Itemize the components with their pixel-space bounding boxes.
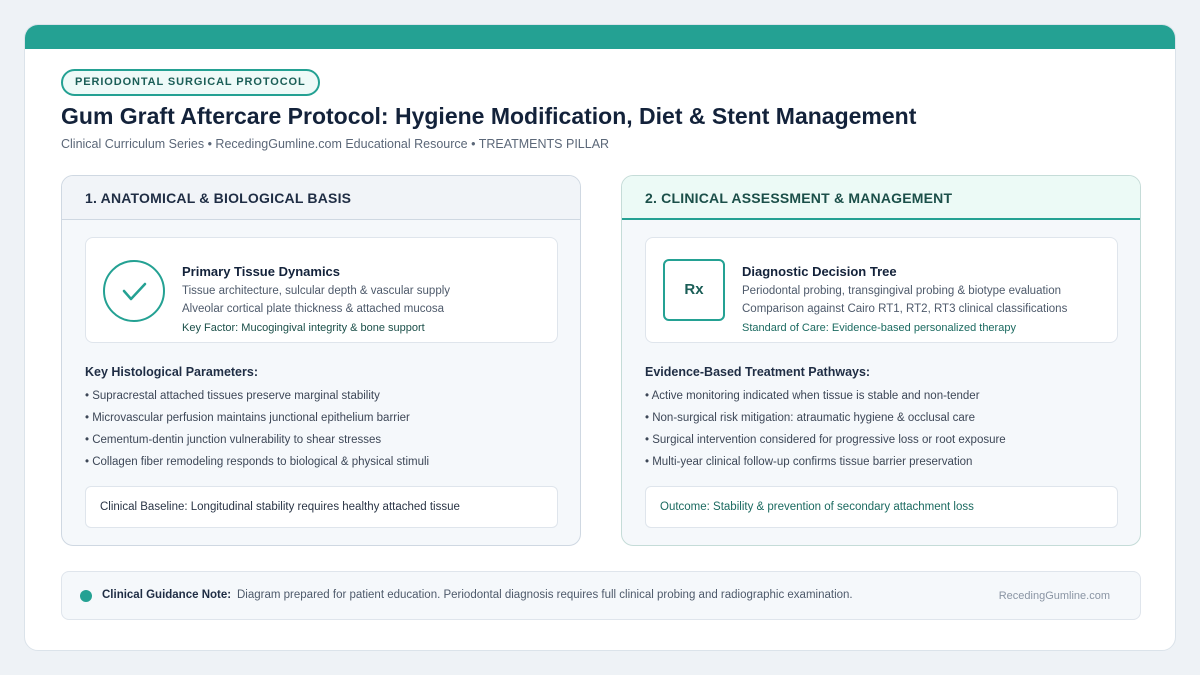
infographic-card	[24, 24, 1176, 651]
tissue-dynamics-card	[85, 237, 558, 343]
checkmark-icon	[103, 260, 165, 322]
panel-anatomical-basis	[61, 175, 581, 546]
list-item: • Surgical intervention considered for progressive loss or root exposure	[645, 434, 1006, 446]
panel-heading: 2. CLINICAL ASSESSMENT & MANAGEMENT	[622, 176, 1140, 220]
standard-of-care: Standard of Care: Evidence-based personalized therapy	[742, 322, 1016, 334]
accent-top-bar	[25, 25, 1175, 49]
card-title: Primary Tissue Dynamics	[182, 264, 341, 279]
card-line: Alveolar cortical plate thickness & attached mucosa	[182, 303, 445, 315]
panel-clinical-assessment	[621, 175, 1141, 546]
list-item: • Collagen fiber remodeling responds to biological & physical stimuli	[85, 456, 430, 468]
parameter-list	[85, 388, 429, 476]
page-title: Gum Graft Aftercare Protocol: Hygiene Modification, Diet & Stent Management	[61, 103, 917, 129]
section-title: Key Histological Parameters:	[85, 365, 258, 379]
list-item: • Multi-year clinical follow-up confirms tissue barrier preservation	[645, 456, 973, 468]
card-title: Diagnostic Decision Tree	[742, 264, 897, 279]
list-item: • Supracrestal attached tissues preserve marginal stability	[85, 390, 380, 402]
note-label: Clinical Guidance Note:	[102, 589, 232, 601]
list-item: • Non-surgical risk mitigation: atraumatic hygiene & occlusal care	[645, 412, 975, 424]
decision-tree-card	[645, 237, 1118, 343]
pathway-list	[645, 388, 1006, 476]
brand-watermark: RecedingGumline.com	[998, 590, 1110, 602]
rx-icon: Rx	[663, 259, 725, 321]
list-item: • Microvascular perfusion maintains junctional epithelium barrier	[85, 412, 410, 424]
note-text: Diagram prepared for patient education. Periodontal diagnosis requires full clinical probing and radiographic examination.	[237, 589, 853, 601]
section-title: Evidence-Based Treatment Pathways:	[645, 365, 871, 379]
guidance-note	[61, 571, 1141, 620]
card-line: Periodontal probing, transgingival probing & biotype evaluation	[742, 285, 1062, 297]
outcome-box: Outcome: Stability & prevention of secondary attachment loss	[645, 486, 1118, 528]
page-subtitle: Clinical Curriculum Series • RecedingGumline.com Educational Resource • TREATMENTS PILLAR	[61, 137, 610, 151]
category-badge: PERIODONTAL SURGICAL PROTOCOL	[61, 69, 320, 96]
list-item: • Cementum-dentin junction vulnerability to shear stresses	[85, 434, 382, 446]
status-dot-icon	[80, 590, 92, 602]
key-factor: Key Factor: Mucogingival integrity & bone support	[182, 322, 425, 334]
panel-heading: 1. ANATOMICAL & BIOLOGICAL BASIS	[62, 176, 580, 220]
card-line: Tissue architecture, sulcular depth & vascular supply	[182, 285, 451, 297]
list-item: • Active monitoring indicated when tissue is stable and non-tender	[645, 390, 980, 402]
card-line: Comparison against Cairo RT1, RT2, RT3 clinical classifications	[742, 303, 1068, 315]
clinical-baseline: Clinical Baseline: Longitudinal stability requires healthy attached tissue	[85, 486, 558, 528]
